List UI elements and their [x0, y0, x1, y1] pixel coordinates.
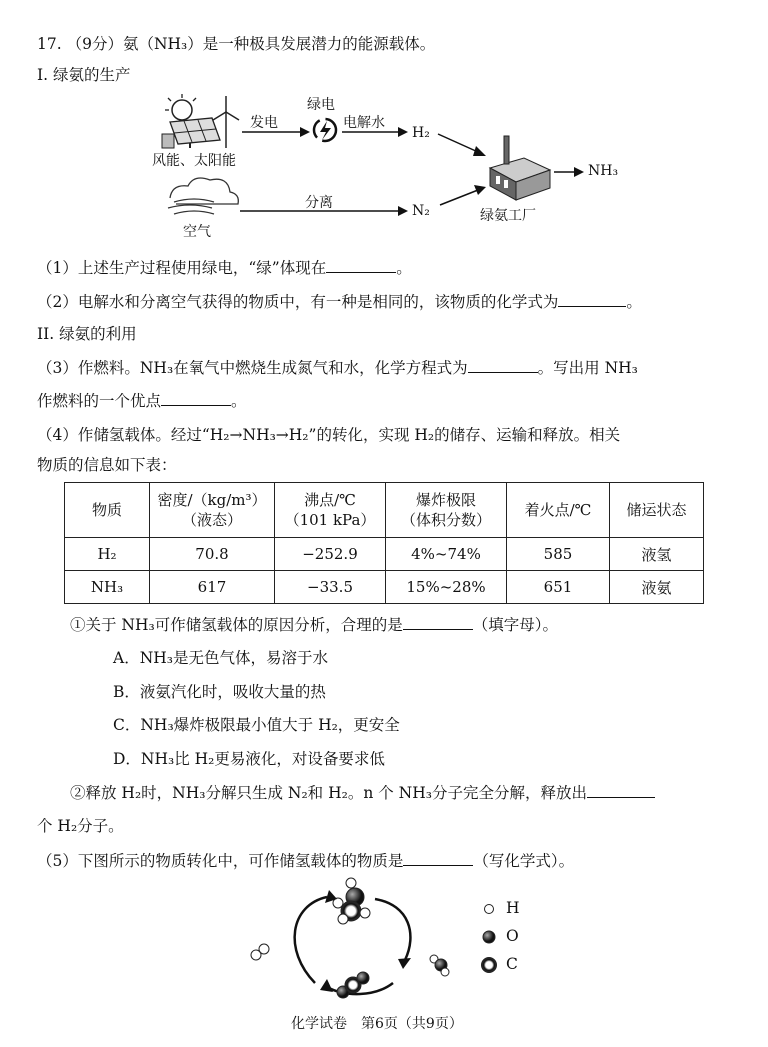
- answer-blank[interactable]: [558, 291, 626, 307]
- methanol-molecule-icon: [333, 878, 370, 924]
- legend-h-icon: [485, 905, 494, 914]
- question-4-sub2-line2: 个 H₂分子。: [37, 817, 124, 835]
- molecule-cycle-diagram: [245, 875, 565, 1015]
- substance-info-table: [64, 482, 704, 604]
- solar-panel-icon: [162, 118, 220, 148]
- cell: −252.9: [275, 538, 386, 571]
- section-1-title: I. 绿氨的生产: [37, 66, 131, 84]
- air-cloud-icon: [168, 178, 238, 214]
- sun-icon: [165, 94, 196, 120]
- header-ignition-point: 着火点/℃: [507, 483, 610, 538]
- page-footer: 化学试卷 第6页（共9页）: [291, 1016, 463, 1032]
- question-4-line2: 物质的信息如下表：: [37, 456, 177, 474]
- question-17-header: 17. （9分）氨（NH₃）是一种极具发展潜力的能源载体。: [37, 35, 436, 53]
- water-molecule-icon: [430, 955, 449, 976]
- cell: 585: [507, 538, 610, 571]
- table-header-row: [65, 483, 704, 538]
- label-electrolysis: 电解水: [343, 115, 385, 131]
- header-density: 密度/（kg/m³） （液态）: [150, 483, 275, 538]
- header-explosion-limit: 爆炸极限 （体积分数）: [386, 483, 507, 538]
- table-row: [65, 571, 704, 604]
- cell: 617: [150, 571, 275, 604]
- answer-blank[interactable]: [468, 357, 538, 373]
- label-n2: N₂: [412, 203, 430, 219]
- green-ammonia-production-diagram: [140, 90, 640, 250]
- cell: 651: [507, 571, 610, 604]
- answer-blank[interactable]: [587, 782, 655, 798]
- factory-icon: [490, 136, 550, 200]
- legend-c-icon: [482, 958, 497, 973]
- label-separate: 分离: [305, 195, 333, 211]
- legend-o-label: O: [506, 927, 519, 945]
- hydrogen-molecule-icon: [251, 944, 269, 960]
- table-row: [65, 538, 704, 571]
- header-boiling-point: 沸点/℃ （101 kPa）: [275, 483, 386, 538]
- answer-blank[interactable]: [326, 257, 396, 273]
- question-1: （1）上述生产过程使用绿电，“绿”体现在 。: [37, 259, 412, 277]
- label-h2: H₂: [412, 125, 430, 141]
- question-4-sub1: ①关于 NH₃可作储氢载体的原因分析，合理的是 （填字母）。: [70, 616, 558, 634]
- cell: 4%~74%: [386, 538, 507, 571]
- question-3-line1: （3）作燃料。NH₃在氧气中燃烧生成氮气和水，化学方程式为 。写出用 NH₃: [37, 359, 638, 377]
- option-d[interactable]: D．NH₃比 H₂更易液化，对设备要求低: [113, 750, 385, 768]
- legend-c-label: C: [506, 955, 518, 973]
- cell: 液氢: [610, 538, 704, 571]
- cell: NH₃: [65, 571, 150, 604]
- cell: 液氨: [610, 571, 704, 604]
- question-5: （5）下图所示的物质转化中，可作储氢载体的物质是 （写化学式）。: [37, 852, 575, 870]
- legend-o-icon: [483, 931, 495, 943]
- question-3-line2: 作燃料的一个优点 。: [37, 392, 247, 410]
- option-a[interactable]: A．NH₃是无色气体，易溶于水: [113, 649, 328, 667]
- green-power-cycle-icon: [314, 119, 336, 141]
- question-4-line1: （4）作储氢载体。经过“H₂→NH₃→H₂”的转化，实现 H₂的储存、运输和释放。相关: [37, 426, 621, 444]
- cell: 70.8: [150, 538, 275, 571]
- label-green-power: 绿电: [307, 97, 335, 113]
- section-2-title: II. 绿氨的利用: [37, 325, 137, 343]
- label-nh3: NH₃: [588, 163, 619, 179]
- answer-blank[interactable]: [403, 614, 473, 630]
- option-c[interactable]: C．NH₃爆炸极限最小值大于 H₂，更安全: [113, 716, 400, 734]
- label-factory: 绿氨工厂: [480, 208, 536, 224]
- question-2: （2）电解水和分离空气获得的物质中，有一种是相同的，该物质的化学式为 。: [37, 293, 642, 311]
- answer-blank[interactable]: [403, 850, 473, 866]
- label-air: 空气: [183, 224, 211, 240]
- answer-blank[interactable]: [161, 390, 231, 406]
- label-generate-power: 发电: [250, 115, 278, 131]
- cell: −33.5: [275, 571, 386, 604]
- legend-h-label: H: [506, 899, 520, 917]
- header-storage-state: 储运状态: [610, 483, 704, 538]
- question-4-sub2-line1: ②释放 H₂时，NH₃分解只生成 N₂和 H₂。n 个 NH₃分子完全分解，释放出: [70, 782, 655, 804]
- cell: H₂: [65, 538, 150, 571]
- cell: 15%~28%: [386, 571, 507, 604]
- label-wind-solar: 风能、太阳能: [152, 153, 236, 169]
- header-substance: 物质: [65, 483, 150, 538]
- option-b[interactable]: B．液氨汽化时，吸收大量的热: [113, 683, 326, 701]
